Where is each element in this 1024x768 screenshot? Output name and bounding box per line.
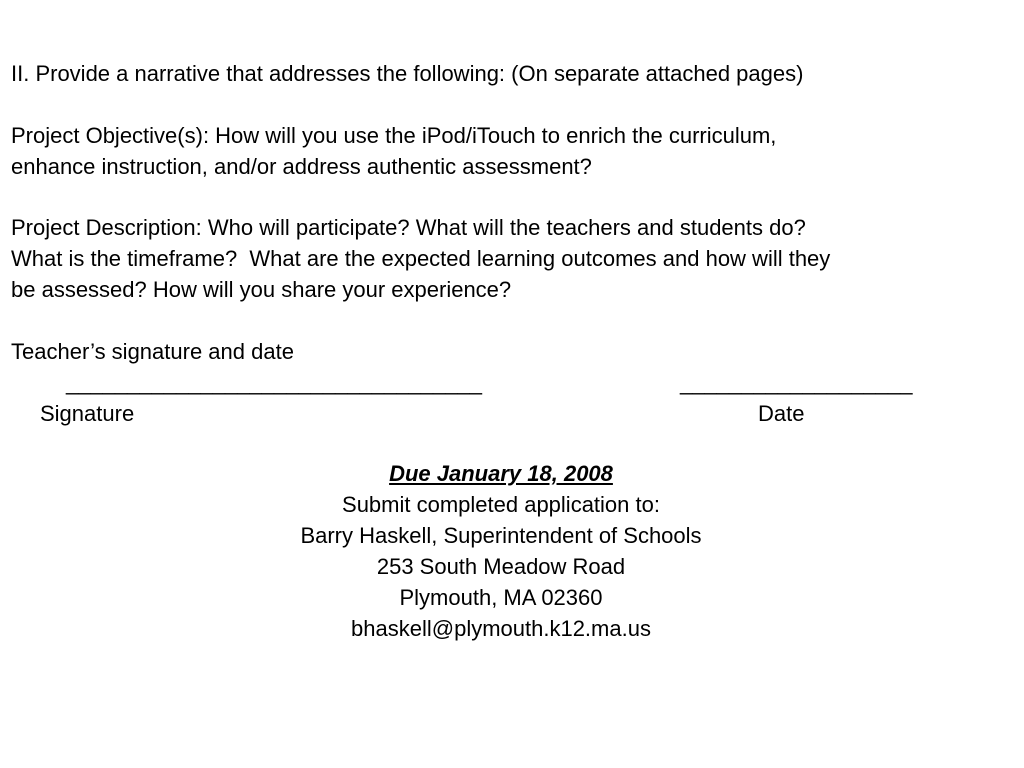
date-label: Date — [758, 401, 805, 426]
description-line-2: What is the timeframe? What are the expected learning outcomes and how will they — [11, 246, 831, 271]
narrative-heading: II. Provide a narrative that addresses the following: (On separate attached pages) — [11, 61, 804, 86]
description-line-1: Project Description: Who will participate? What will the teachers and students do? — [11, 215, 806, 240]
city-state-zip: Plymouth, MA 02360 — [399, 585, 603, 610]
submit-instruction: Submit completed application to: — [342, 492, 660, 517]
date-line: ___________________ — [680, 370, 913, 395]
description-line-3: be assessed? How will you share your experience? — [11, 277, 512, 302]
street-address: 253 South Meadow Road — [376, 554, 626, 579]
objective-line-1: Project Objective(s): How will you use the iPod/iTouch to enrich the curriculum, — [11, 123, 777, 148]
signature-line: __________________________________ — [66, 370, 483, 395]
signature-label: Signature — [40, 401, 135, 426]
signature-heading: Teacher’s signature and date — [11, 339, 294, 364]
due-date: Due January 18, 2008 — [389, 461, 613, 486]
objective-line-2: enhance instruction, and/or address authentic assessment? — [11, 154, 592, 179]
contact-email: bhaskell@plymouth.k12.ma.us — [351, 616, 651, 641]
recipient-name: Barry Haskell, Superintendent of Schools — [300, 523, 702, 548]
